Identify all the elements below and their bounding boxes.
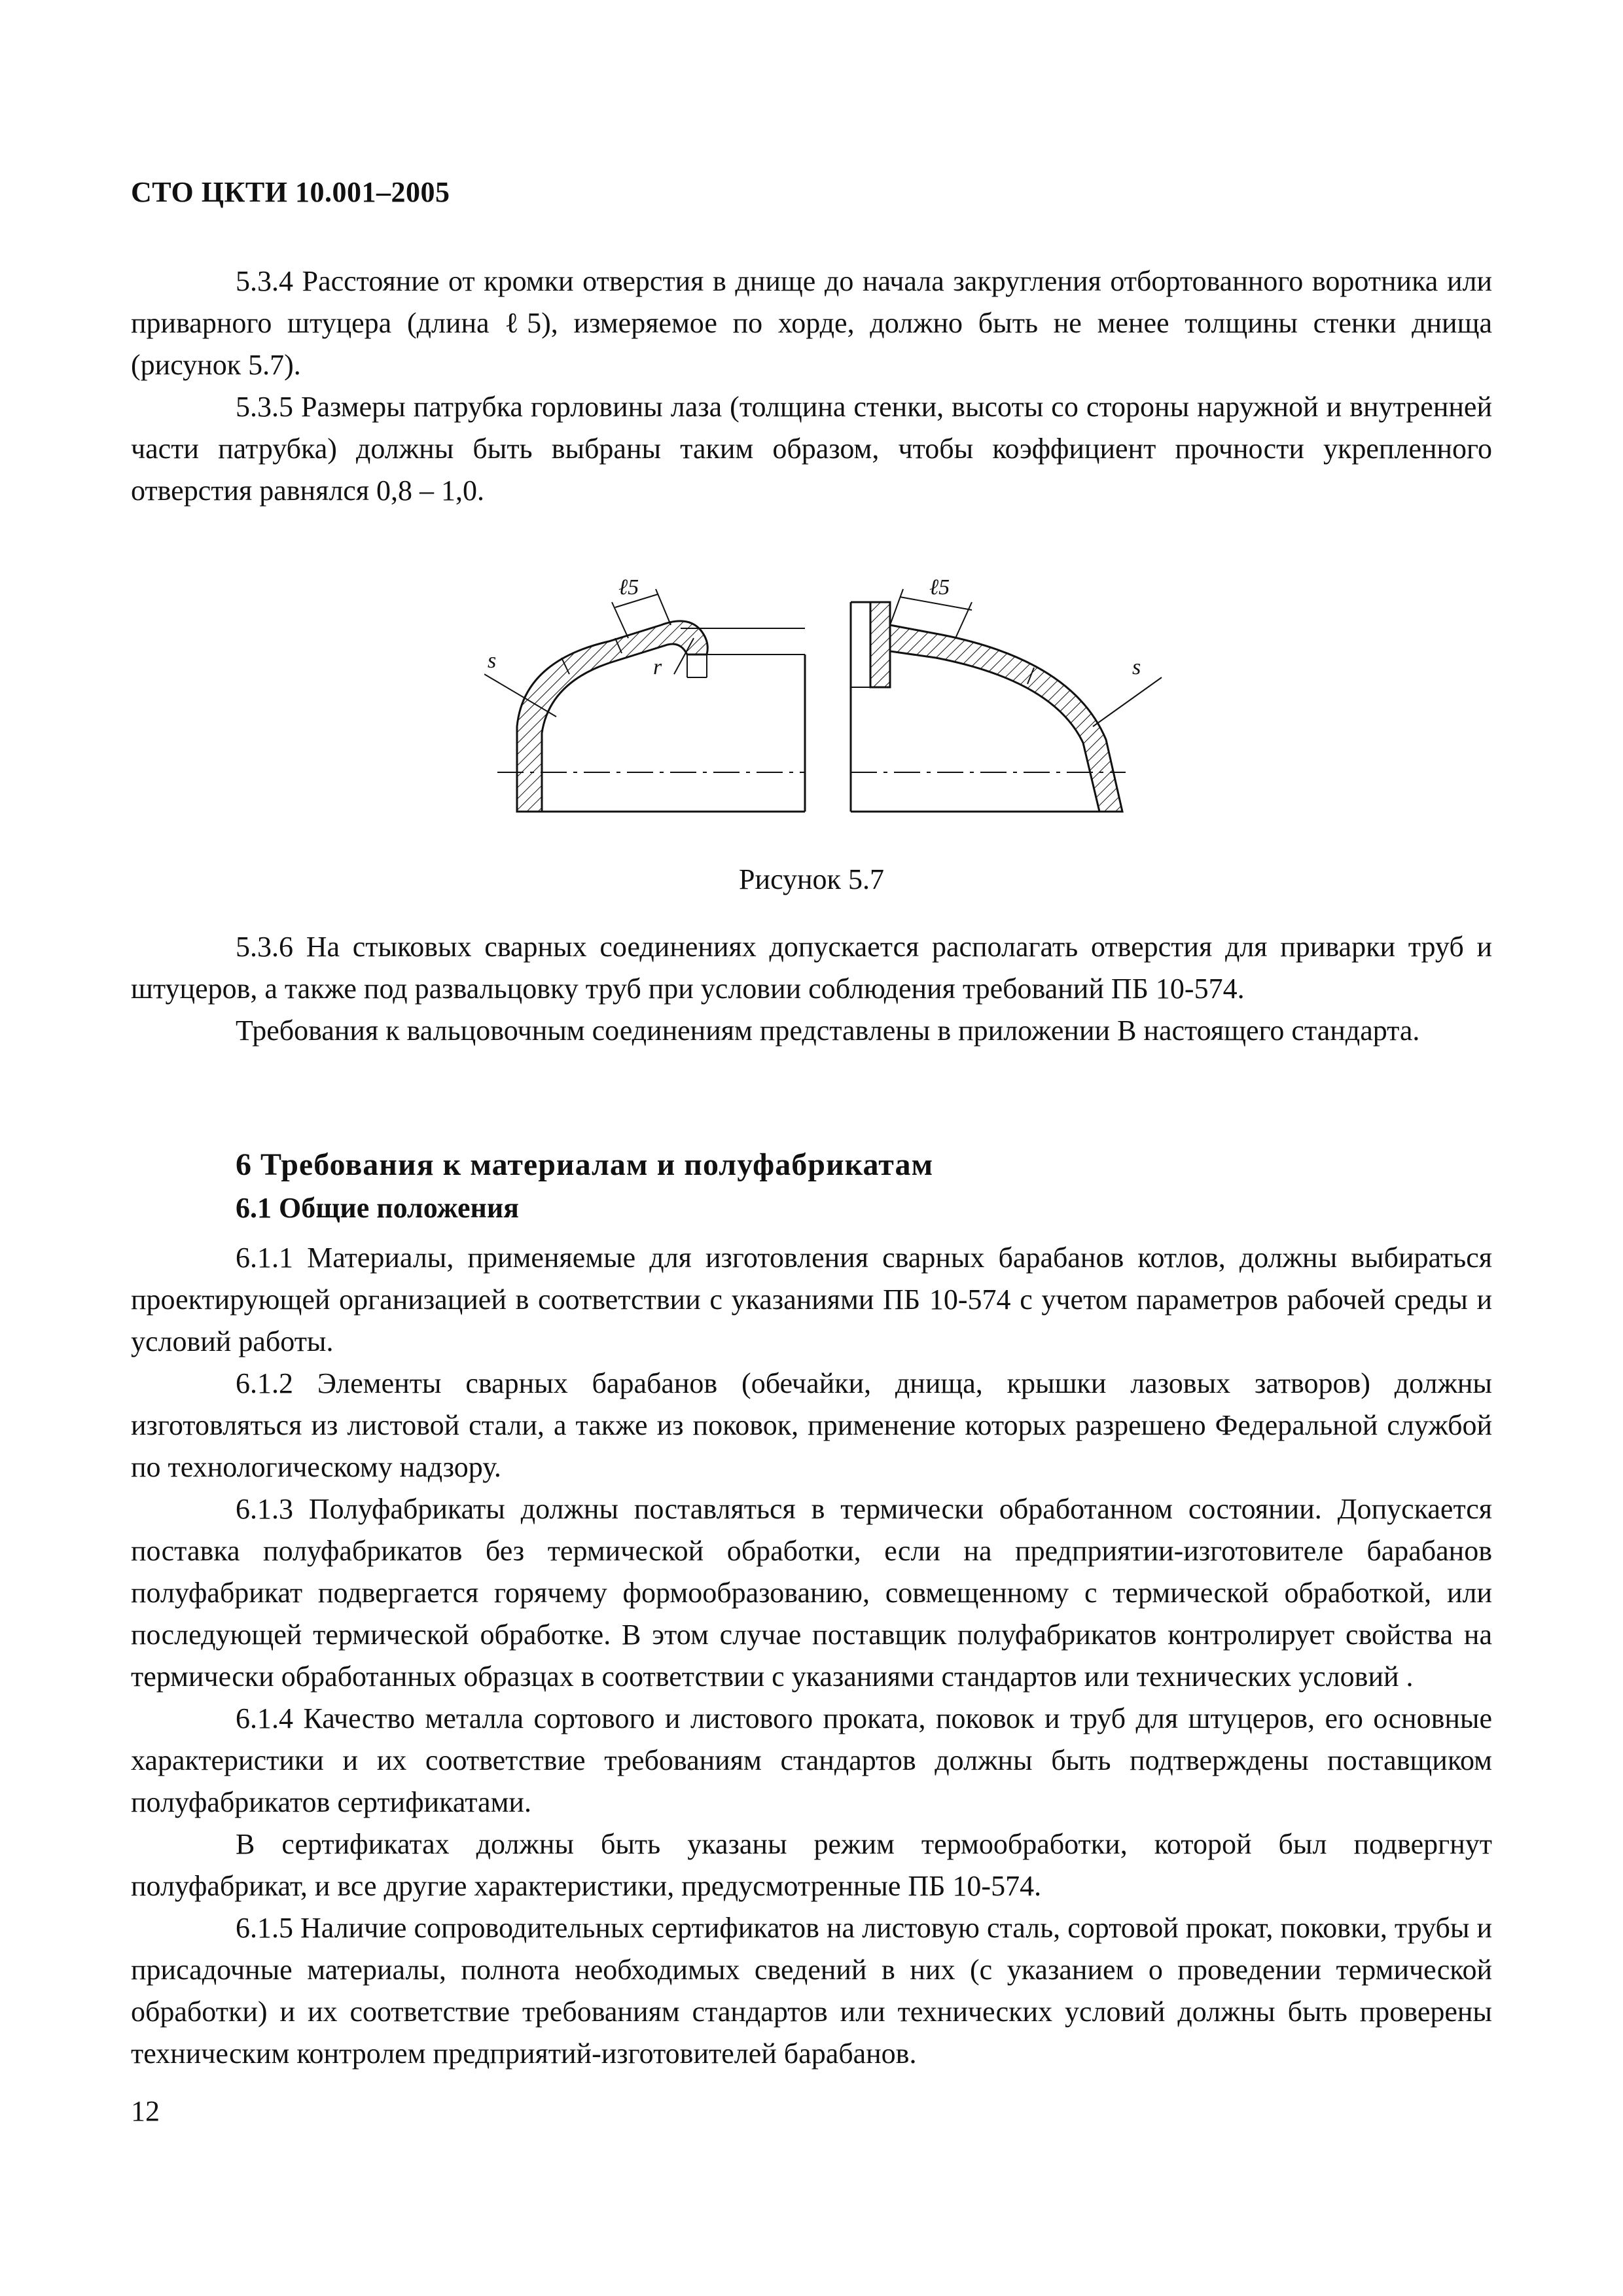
text-block-bottom [131,1237,1492,2075]
paragraph-5-3-5: 5.3.5 Размеры патрубка горловины лаза (толщина стенки, высоты со стороны наружной и внутренней части патрубка) должны быть выбраны таким образом, чтобы коэффициент прочности укрепленного отверстия равнялся 0,8 – 1,0. [131,391,1492,507]
paragraph-6-1-5: 6.1.5 Наличие сопроводительных сертификатов на листовую сталь, сортовой прокат, поковки, трубы и присадочные материалы, полнота необходимых сведений в них (с указанием о проведении термической обработки) и их соответствие требованиям стандартов или технических условий должны быть проверены техническим контролем предприятий-изготовителей барабанов. [131,1912,1492,2070]
figure-5-7-drawing [484,576,1178,851]
text-block-middle [131,926,1492,1052]
label-l5-right: ℓ5 [929,576,950,600]
figure-left-view [484,576,805,812]
figure-right-view [851,576,1162,812]
label-l5-left: ℓ5 [618,576,639,600]
paragraph-6-1-2: 6.1.2 Элементы сварных барабанов (обечайки, днища, крышки лазовых затворов) должны изготовляться из листовой стали, а также из поковок, применение которых разрешено Федеральной службой по технологическому надзору. [131,1367,1492,1483]
label-s-left: s [488,649,497,673]
label-r: r [653,655,662,679]
paragraph-6-1-3: 6.1.3 Полуфабрикаты должны поставляться в термически обработанном состоянии. Допускается поставка полуфабрикатов без термической обработки, если на предприятии-изготовителе барабанов полуфабрикат подвергается горячему формообразованию, совмещенному с термической обработкой, или последующей термической обработке. В этом случае поставщик полуфабрикатов контролирует свойства на термически обработанных образцах в соответствии с указаниями стандартов или технических условий . [131,1493,1492,1693]
paragraph-5-3-4: 5.3.4 Расстояние от кромки отверстия в днище до начала закругления отбортованного воротника или приварного штуцера (длина ℓ5), измеряемое по хорде, должно быть не менее толщины стенки днища (рисунок 5.7). [131,265,1492,381]
paragraph-6-1-1: 6.1.1 Материалы, применяемые для изготовления сварных барабанов котлов, должны выбираться проектирующей организацией в соответствии с указаниями ПБ 10-574 с учетом параметров рабочей среды и условий работы. [131,1242,1492,1357]
text-block-top [131,260,1492,512]
document-code-header: СТО ЦКТИ 10.001–2005 [131,176,450,208]
page-number: 12 [131,2095,160,2127]
figure-caption: Рисунок 5.7 [739,863,884,895]
section-heading-6: 6 Требования к материалам и полуфабрикатам [236,1147,934,1182]
subsection-heading-6-1: 6.1 Общие положения [236,1192,519,1224]
paragraph-6-1-4: 6.1.4 Качество металла сортового и листового проката, поковок и труб для штуцеров, его основные характеристики и их соответствие требованиям стандартов должны быть подтверждены поставщиком полуфабрикатов сертификатами. [131,1702,1492,1818]
dished-head-wall-left [517,621,707,812]
paragraph-rolling-joints: Требования к вальцовочным соединениям представлены в приложении В настоящего стандарта. [236,1014,1420,1047]
paragraph-5-3-6: 5.3.6 На стыковых сварных соединениях допускается располагать отверстия для приварки труб и штуцеров, а также под развальцовку труб при условии соблюдения требований ПБ 10-574. [131,931,1492,1005]
nozzle-wall [870,602,890,687]
label-s-right: s [1132,655,1141,679]
dished-head-wall-right [890,625,1122,812]
paragraph-certificates: В сертификатах должны быть указаны режим термообработки, которой был подвергнут полуфабрикат, и все другие характеристики, предусмотренные ПБ 10-574. [131,1828,1492,1902]
